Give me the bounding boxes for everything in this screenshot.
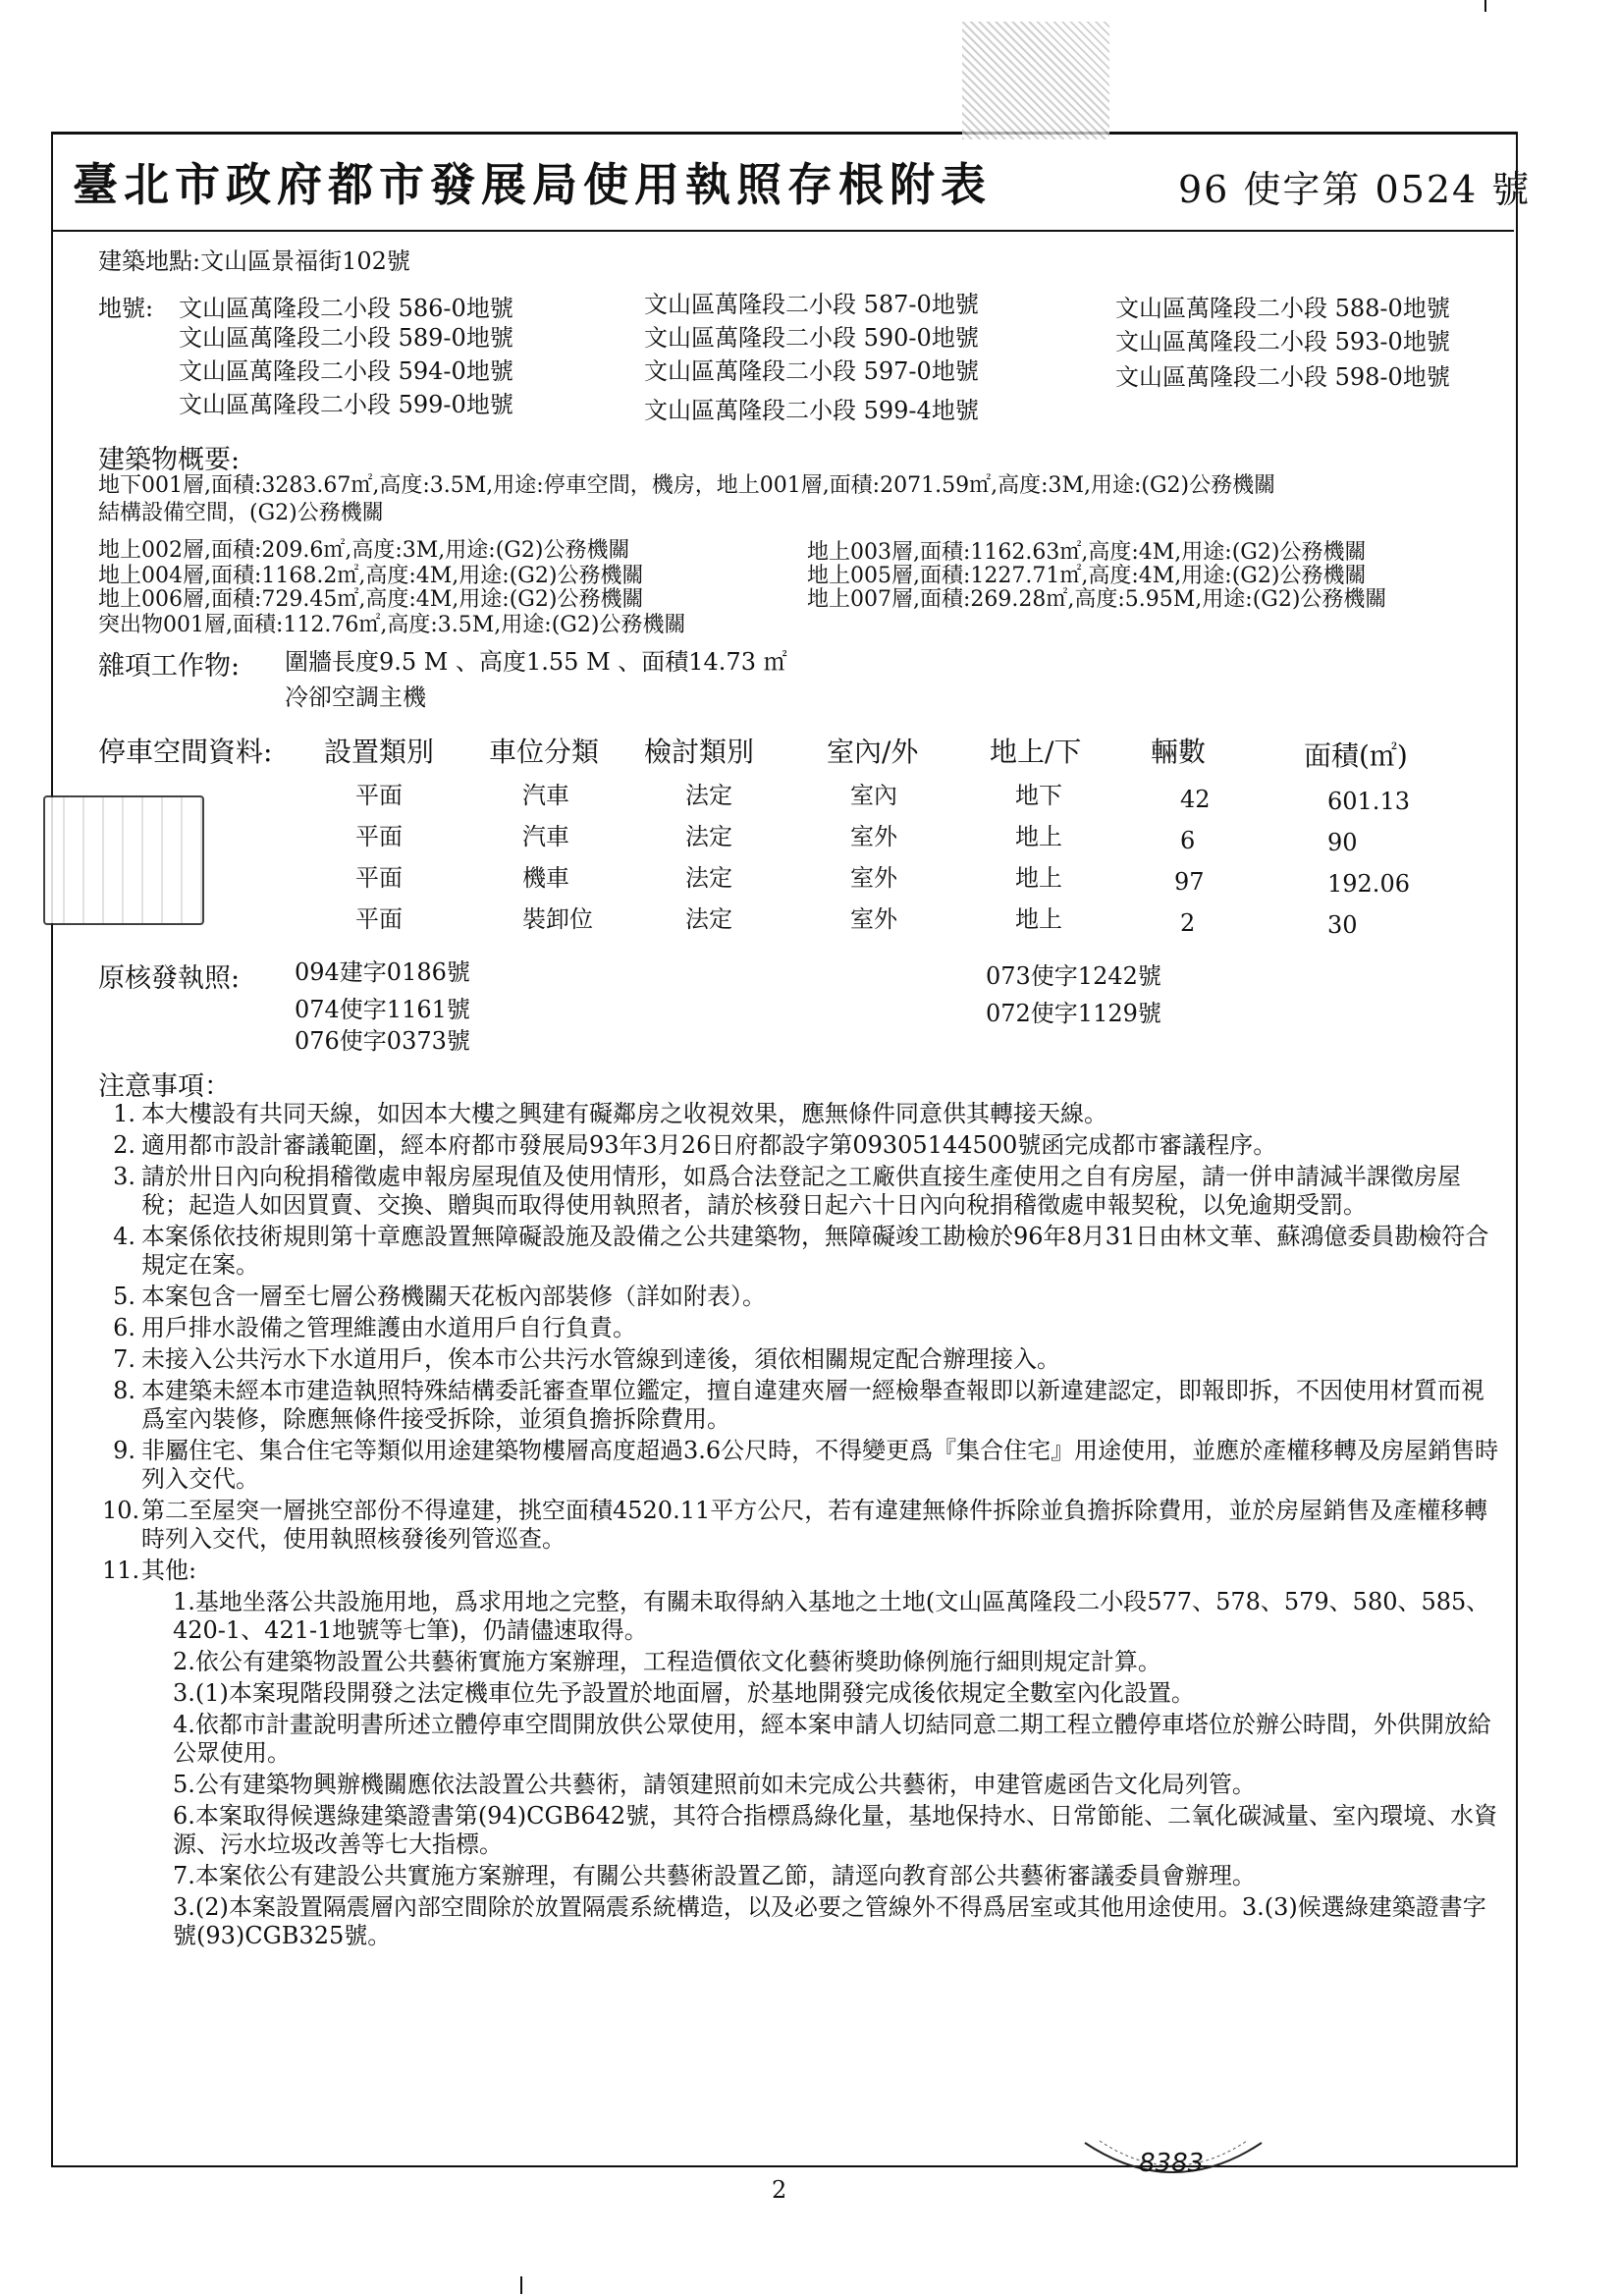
note-text: 第二至屋突一層挑空部份不得違建，挑空面積4520.11平方公尺，若有違建無條件拆除並負擔拆除費用，並於房屋銷售及產權移轉時列入交代，使用執照核發後列管巡查。 <box>141 1497 1488 1553</box>
parking-cell: 室內 <box>850 782 897 809</box>
subnote-item: 4.依都市計畫說明書所述立體停車空間開放供公眾使用，經本案申請人切結同意二期工程立體停車塔位於辦公時間，外供開放給公眾使用。 <box>173 1711 1491 1767</box>
parking-header: 檢討類別 <box>644 736 755 768</box>
subnote-item: 7.本案依公有建設公共實施方案辦理，有關公共藝術設置乙節，請逕向教育部公共藝術審議委員會辦理。 <box>173 1862 1256 1889</box>
lot-item: 文山區萬隆段二小段 599-4地號 <box>644 397 979 424</box>
floor-line: 地上007層,面積:269.28㎡,高度:5.95M,用途:(G2)公務機關 <box>807 587 1387 612</box>
parking-cell: 平面 <box>355 782 403 809</box>
misc-works-label: 雜項工作物: <box>98 651 241 682</box>
note-text: 本建築未經本市建造執照特殊結構委託審查單位鑑定，擅自違建夾層一經檢舉查報即以新違建認定，即報即拆，不因使用材質而視爲室內裝修，除應無條件接受拆除，並須負擔拆除費用。 <box>141 1377 1484 1433</box>
lot-item: 文山區萬隆段二小段 599-0地號 <box>179 391 513 418</box>
note-number: 2. <box>113 1131 135 1159</box>
parking-cell: 平面 <box>355 864 403 892</box>
lot-item: 文山區萬隆段二小段 594-0地號 <box>179 357 513 385</box>
note-number: 4. <box>113 1223 135 1250</box>
parking-header: 室內/外 <box>827 736 919 768</box>
note-number: 6. <box>113 1314 135 1341</box>
floor-line: 地上002層,面積:209.6㎡,高度:3M,用途:(G2)公務機關 <box>98 538 630 563</box>
top-rule-mark <box>1484 0 1486 12</box>
note-item <box>102 1437 1506 1494</box>
note-item <box>102 1163 1506 1220</box>
parking-cell: 平面 <box>355 905 403 933</box>
parking-cell: 地上 <box>1015 905 1062 933</box>
lot-item: 文山區萬隆段二小段 590-0地號 <box>644 324 979 352</box>
lot-item: 文山區萬隆段二小段 598-0地號 <box>1115 363 1450 391</box>
building-line: 地下001層,面積:3283.67㎡,高度:3.5M,用途:停車空間，機房，地上001層,面積:2071.59㎡,高度:3M,用途:(G2)公務機關 <box>98 473 1276 498</box>
parking-cell: 法定 <box>685 864 732 892</box>
building-label: 建築物概要: <box>98 445 241 475</box>
parking-cell: 室外 <box>850 823 897 850</box>
note-number: 10. <box>102 1497 140 1524</box>
lot-item: 文山區萬隆段二小段 593-0地號 <box>1115 328 1450 355</box>
serial-stamp-number: 8383 <box>1139 2149 1205 2178</box>
building-line: 結構設備空間，(G2)公務機關 <box>98 501 384 525</box>
note-item <box>102 1345 1506 1374</box>
subnote-item: 3.(2)本案設置隔震層內部空間除於放置隔震系統構造，以及必要之管線外不得爲居室或其他用途使用。3.(3)候選綠建築證書字號(93)CGB325號。 <box>173 1893 1486 1949</box>
parking-cell: 97 <box>1174 868 1205 896</box>
original-permit-item: 074使字1161號 <box>295 996 470 1023</box>
original-permit-item: 073使字1242號 <box>986 962 1161 990</box>
parking-cell: 機車 <box>522 864 569 892</box>
floor-line: 地上004層,面積:1168.2㎡,高度:4M,用途:(G2)公務機關 <box>98 564 644 588</box>
note-number: 7. <box>113 1345 135 1373</box>
address-label: 建築地點: <box>98 247 201 275</box>
note-text: 適用都市設計審議範圍，經本府都市發展局93年3月26日府都設字第09305144500號函完成都市審議程序。 <box>141 1131 1277 1159</box>
note-item <box>102 1223 1506 1280</box>
note-item <box>102 1497 1506 1554</box>
subnote-item: 2.依公有建築物設置公共藝術實施方案辦理，工程造價依文化藝術獎助條例施行細則規定計算。 <box>173 1648 1161 1675</box>
parking-cell: 90 <box>1327 829 1358 856</box>
note-text: 本案係依技術規則第十章應設置無障礙設施及設備之公共建築物，無障礙竣工勘檢於96年8月31日由林文華、蘇鴻億委員勘檢符合規定在案。 <box>141 1223 1489 1279</box>
parking-cell: 法定 <box>685 905 732 933</box>
parking-cell: 室外 <box>850 905 897 933</box>
note-number: 9. <box>113 1437 135 1464</box>
subnote-item: 3.(1)本案現階段開發之法定機車位先予設置於地面層，於基地開發完成後依規定全數室內化設置。 <box>173 1679 1195 1707</box>
floor-line: 突出物001層,面積:112.76㎡,高度:3.5M,用途:(G2)公務機關 <box>98 613 686 637</box>
page-number: 2 <box>772 2176 787 2204</box>
lot-item: 文山區萬隆段二小段 589-0地號 <box>179 324 513 352</box>
note-number: 8. <box>113 1377 135 1404</box>
note-text: 未接入公共污水下水道用戶，俟本市公共污水管線到達後，須依相關規定配合辦理接入。 <box>141 1345 1060 1373</box>
note-text: 用戶排水設備之管理維護由水道用戶自行負責。 <box>141 1314 636 1341</box>
note-item <box>102 1100 1506 1128</box>
subnote-item: 1.基地坐落公共設施用地，爲求用地之完整，有關未取得納入基地之土地(文山區萬隆段二小段577、578、579、580、585、420-1、421-1地號等七筆)，仍請儘速取得。 <box>173 1588 1490 1644</box>
original-permits-label: 原核發執照: <box>98 963 241 994</box>
misc-works-item: 冷卻空調主機 <box>285 683 426 711</box>
parking-cell: 2 <box>1180 909 1196 937</box>
original-permit-item: 094建字0186號 <box>295 958 470 986</box>
notes-list <box>102 1100 1506 1953</box>
bottom-serial-stamp <box>1080 2133 1267 2188</box>
notes-label: 注意事項： <box>98 1071 231 1102</box>
parking-cell: 6 <box>1180 827 1196 854</box>
lot-item: 文山區萬隆段二小段 586-0地號 <box>179 295 513 322</box>
parking-label: 停車空間資料: <box>98 736 273 768</box>
page-title: 臺北市政府都市發展局使用執照存根附表 <box>73 158 992 211</box>
subnote-item: 5.公有建築物興辦機關應依法設置公共藝術，請領建照前如未完成公共藝術，申建管處函告文化局列管。 <box>173 1771 1256 1798</box>
note-text: 非屬住宅、集合住宅等類似用途建築物樓層高度超過3.6公尺時，不得變更爲『集合住宅』用途使用，並應於產權移轉及房屋銷售時列入交代。 <box>141 1437 1499 1493</box>
parking-cell: 42 <box>1180 786 1211 813</box>
note-item <box>102 1377 1506 1434</box>
title-bar <box>51 132 1532 232</box>
parking-cell: 法定 <box>685 782 732 809</box>
parking-cell: 601.13 <box>1327 788 1410 815</box>
floor-line: 地上006層,面積:729.45㎡,高度:4M,用途:(G2)公務機關 <box>98 587 644 612</box>
note-item <box>102 1283 1506 1311</box>
note-item <box>102 1131 1506 1160</box>
parking-cell: 平面 <box>355 823 403 850</box>
parking-header: 設置類別 <box>324 736 435 768</box>
note-number: 5. <box>113 1283 135 1310</box>
parking-cell: 30 <box>1327 911 1358 939</box>
note-text: 請於卅日內向稅捐稽徵處申報房屋現值及使用情形，如爲合法登記之工廠供直接生產使用之自有房屋，請一併申請減半課徵房屋稅；起造人如因買賣、交換、贈與而取得使用執照者，請於核發日起六十日內向稅捐稽徵處申報契稅，以免逾期受罰。 <box>141 1163 1461 1219</box>
note-number: 1. <box>113 1100 135 1127</box>
parking-cell: 192.06 <box>1327 870 1410 898</box>
note-text: 本案包含一層至七層公務機關天花板內部裝修（詳如附表）。 <box>141 1283 766 1310</box>
lots-label: 地號: <box>98 295 154 322</box>
parking-header: 面積(㎡) <box>1304 739 1408 772</box>
parking-cell: 地上 <box>1015 864 1062 892</box>
floor-line: 地上003層,面積:1162.63㎡,高度:4M,用途:(G2)公務機關 <box>807 540 1367 565</box>
parking-cell: 地上 <box>1015 823 1062 850</box>
parking-cell: 汽車 <box>522 782 569 809</box>
subnote-item: 6.本案取得候選綠建築證書第(94)CGB642號，其符合指標爲綠化量，基地保持水、日常節能、二氧化碳減量、室內環境、水資源、污水垃圾改善等七大指標。 <box>173 1802 1498 1858</box>
address-value: 文山區景福街102號 <box>200 247 410 275</box>
note-text: 本大樓設有共同天線，如因本大樓之興建有礙鄰房之收視效果，應無條件同意供其轉接天線。 <box>141 1100 1107 1127</box>
parking-header: 地上/下 <box>990 736 1082 768</box>
original-permit-item: 076使字0373號 <box>295 1027 470 1055</box>
parking-cell: 室外 <box>850 864 897 892</box>
top-seal-stamp <box>962 22 1109 139</box>
address-line <box>98 247 410 275</box>
note-text: 其他: <box>141 1557 197 1584</box>
misc-works-item: 圍牆長度9.5 M 、高度1.55 M 、面積14.73 ㎡ <box>285 648 787 676</box>
note-number: 3. <box>113 1163 135 1190</box>
parking-cell: 地下 <box>1015 782 1062 809</box>
parking-cell: 裝卸位 <box>522 905 593 933</box>
lot-item: 文山區萬隆段二小段 597-0地號 <box>644 357 979 385</box>
lot-item: 文山區萬隆段二小段 587-0地號 <box>644 291 979 318</box>
original-permit-item: 072使字1129號 <box>986 1000 1161 1027</box>
floor-line: 地上005層,面積:1227.71㎡,高度:4M,用途:(G2)公務機關 <box>807 564 1367 588</box>
permit-number: 96 使字第 0524 號 <box>1178 168 1532 211</box>
lot-item: 文山區萬隆段二小段 588-0地號 <box>1115 295 1450 322</box>
note-number: 11. <box>102 1557 140 1584</box>
note-item <box>102 1314 1506 1342</box>
parking-header: 車位分類 <box>489 736 600 768</box>
parking-header: 輛數 <box>1151 736 1207 768</box>
official-seal-stamp <box>43 795 204 925</box>
note-item <box>102 1557 1506 1585</box>
bottom-rule-mark <box>520 2276 522 2294</box>
parking-cell: 汽車 <box>522 823 569 850</box>
parking-cell: 法定 <box>685 823 732 850</box>
